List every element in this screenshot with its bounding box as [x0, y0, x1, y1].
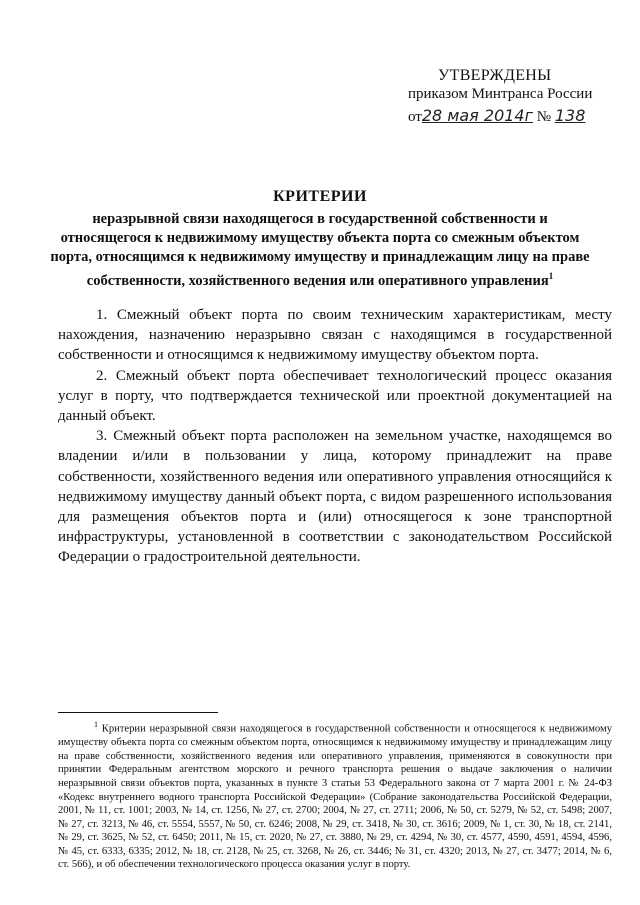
from-label: от — [408, 109, 422, 125]
footnote-text: Критерии неразрывной связи находящегося в государственной собственности и относящегося к недвижимому имуществу объекта порта со смежным объектом порта, относящимся к недвижимому имуществу и принадлежащим лицу на праве собственности, хозяйственного ведения или оперативного управления, применяются в совокупности при принятии Федеральным агентством морского и речного транспорта решения о выдаче заключения о наличии неразрывной связи объектов порта, указанных в пункте 3 статьи 53 Федерального закона от 7 марта 2001 г. № 24-ФЗ «Кодекс внутреннего водного транспорта Российской Федерации» (Собрание законодательства Российской Федерации, 2001, № 11, ст. 1001; 2003, № 14, ст. 1256, № 27, ст. 2700; 2004, № 27, ст. 2711; 2006, № 50, ст. 5279, № 52, ст. 5498; 2007, № 27, ст. 3213, № 46, ст. 5554, 5557, № 50, ст. 6246; 2008, № 29, ст. 3418, № 30, ст. 3616; 2009, № 1, ст. 30, № 18, ст. 2141, № 29, ст. 3625, № 52, ст. 6450; 2011, № 15, ст. 2020, № 27, ст. 3880, № 29, ст. 4294, № 30, ст. 4577, 4590, 4591, 4594, 4596, № 45, ст. 6333, 6335; 2012, № 18, ст. 2128, № 25, ст. 3268, № 26, ст. 3446; № 31, ст. 4320; 2013, № 27, ст. 3477; 2014, № 6, ст. 566), и об обеспечении технологического процесса оказания услуг в порту. — [58, 723, 612, 871]
approval-block — [402, 66, 622, 127]
approval-date-line — [402, 106, 622, 127]
footnote-divider — [58, 712, 218, 713]
paragraph-2: 2. Смежный объект порта обеспечивает технологический процесс оказания услуг в порту, что подтверждается технической или проектной документацией на данный объект. — [58, 367, 612, 425]
handwritten-number: 138 — [554, 106, 586, 125]
paragraph-3: 3. Смежный объект порта расположен на земельном участке, находящемся во владении и/или в пользовании у лица, которому принадлежит на праве собственности, хозяйственного ведения или оперативного управления относящийся к недвижимому имуществу данный объект порта, с видом разрешенного использования для размещения объектов порта и (или) относящегося к зоне транспортной инфраструктуры, установленной в соответствии с законодательством Российской Федерации о градостроительной деятельности. — [58, 428, 612, 566]
number-label: № — [536, 109, 552, 125]
footnote — [58, 718, 612, 872]
handwritten-date: 28 мая 2014г — [421, 106, 534, 125]
footnote-number: 1 — [94, 720, 98, 729]
title-subtitle — [50, 210, 590, 291]
document-body — [58, 305, 612, 568]
footnote-ref: 1 — [548, 271, 554, 281]
subtitle-text: неразрывной связи находящегося в государственной собственности и относящегося к недвижимому имуществу объекта порта со смежным объектом порта, относящимся к недвижимому имуществу и принадлежащим лицу на праве собственности, хозяйственного ведения или оперативного управления — [50, 211, 590, 289]
approval-title: УТВЕРЖДЕНЫ — [438, 67, 552, 84]
title-heading: КРИТЕРИИ — [273, 188, 367, 205]
paragraph-1: 1. Смежный объект порта по своим техническим характеристикам, месту нахождения, назначению неразрывно связан с находящимся в государственной собственности и относящимся к недвижимому имуществу объектом порта. — [58, 307, 612, 364]
approval-order: приказом Минтранса России — [408, 86, 593, 102]
document-title — [0, 188, 640, 291]
